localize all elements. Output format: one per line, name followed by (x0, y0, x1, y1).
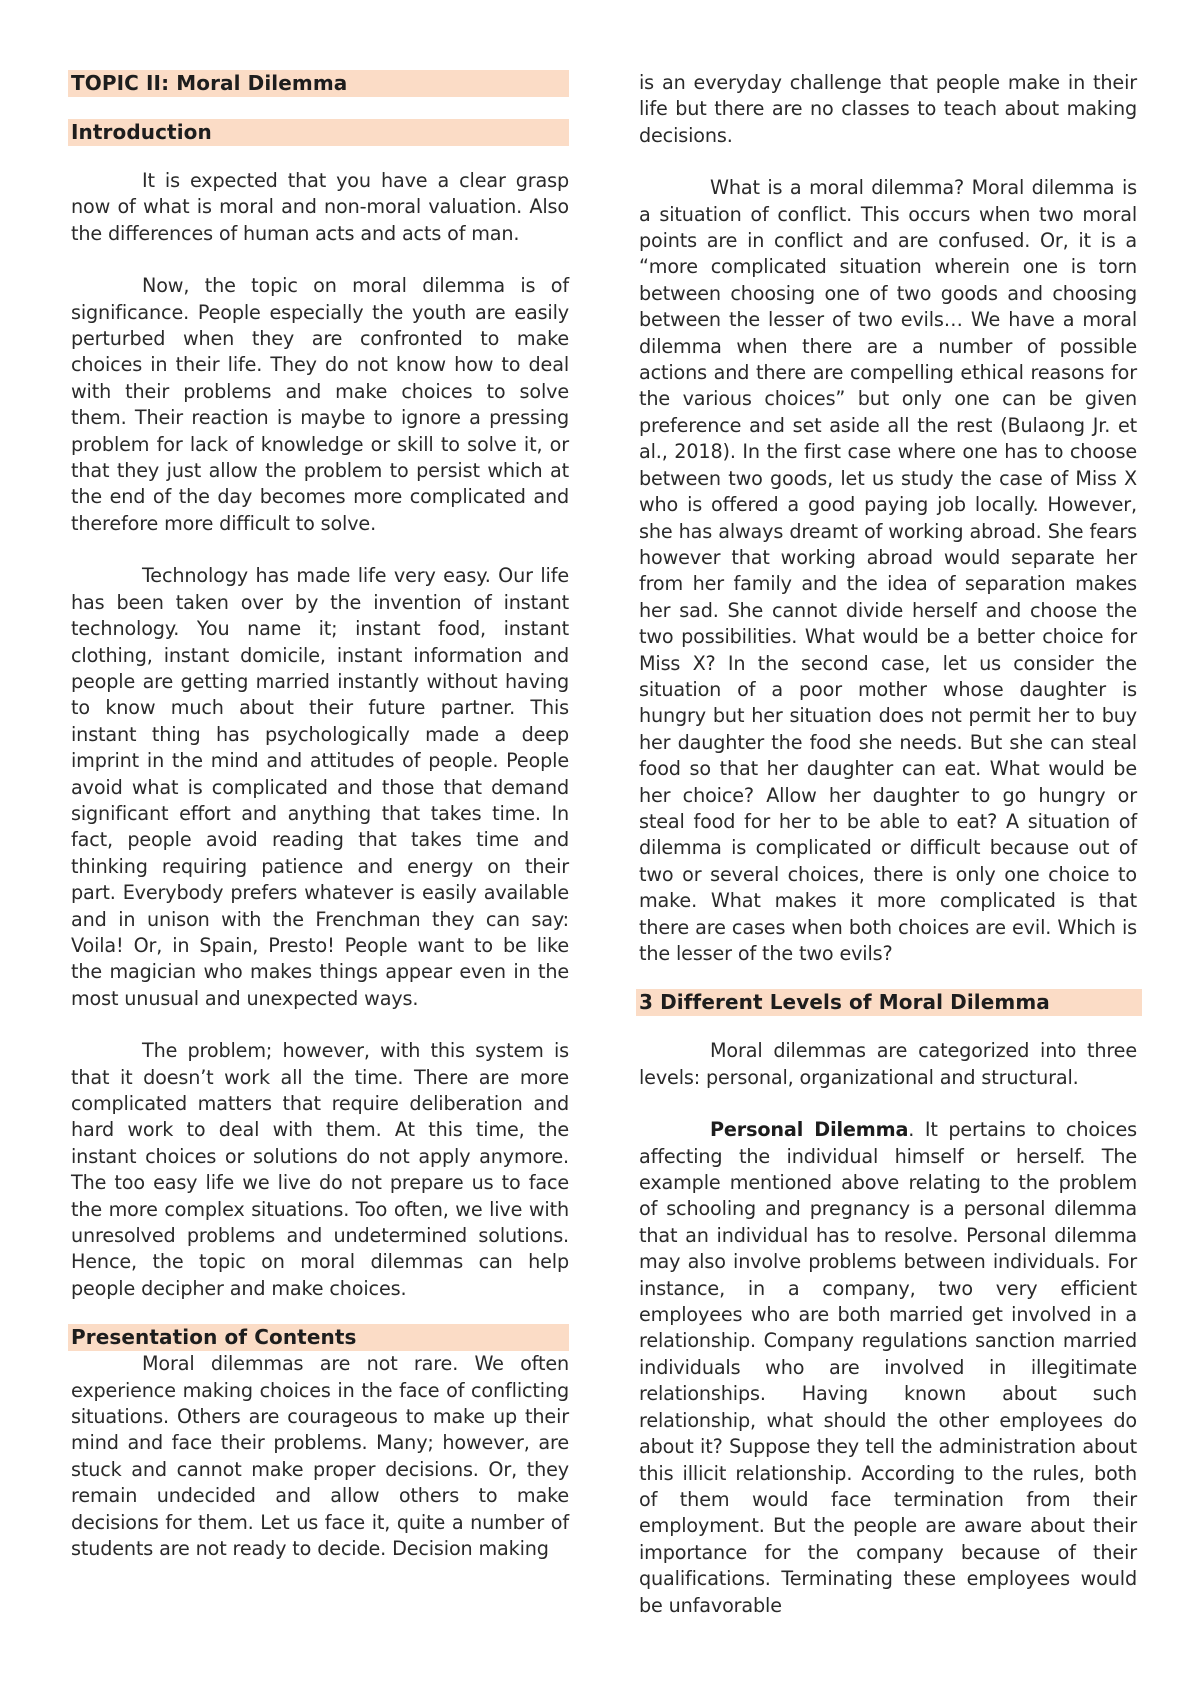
definition-paragraph: What is a moral dilemma? Moral dilemma is a situation of conflict. This occurs when two moral points are in conflict and are confused. Or, it is a “more complicated situation wherein one is torn between choosing one of two goods and choosing between the lesser of two evils… We have a moral dilemma when there are a number of possible actions and there are compelling ethical reasons for the various choices” but only one can be given preference and set aside all the rest (Bulaong Jr. et al., 2018). In the first case where one has to choose between two goods, let us study the case of Miss X who is offered a good paying job locally. However, she has always dreamt of working abroad. She fears however that working abroad would separate her from her family and the idea of separation makes her sad. She cannot divide herself and choose the two possibilities. What would be a better choice for Miss X? In the second case, let us consider the situation of a poor mother whose daughter is hungry but her situation does not permit her to buy her daughter the food she needs. But she can steal food so that her daughter can eat. What would be her choice? Allow her daughter to go hungry or steal food for her to be able to eat? A situation of dilemma is complicated or difficult because out of two or several choices, there is only one choice to make. What makes it more complicated is that there are cases when both choices are evil. Which is the lesser of the two evils? (639, 176, 1137, 965)
presentation-heading: Presentation of Contents (68, 1324, 569, 1351)
levels-heading: 3 Different Levels of Moral Dilemma (636, 989, 1142, 1016)
intro-paragraph-1: It is expected that you have a clear grasp now of what is moral and non-moral valuation. Also the differences of human acts and acts of man. (71, 169, 569, 245)
presentation-paragraph-1: Moral dilemmas are not rare. We often experience making choices in the face of conflicting situations. Others are courageous to make up their mind and face their problems. Many; however, are stuck and cannot make proper decisions. Or, they remain undecided and allow others to make decisions for them. Let us face it, quite a number of students are not ready to decide. Decision making (71, 1352, 569, 1561)
continued-paragraph: is an everyday challenge that people make in their life but there are no classes to teach about making decisions. (639, 71, 1137, 147)
personal-dilemma-paragraph (639, 1117, 1137, 1619)
levels-paragraph: Moral dilemmas are categorized into three levels: personal, organizational and structural. (639, 1039, 1137, 1089)
right-column (639, 70, 1137, 1619)
personal-dilemma-text: . It pertains to choices affecting the individual himself or herself. The example mentioned above relating to the problem of schooling and pregnancy is a personal dilemma that an individual has to resolve. Personal dilemma may also involve problems between individuals. For instance, in a company, two very efficient employees who are both married get involved in a relationship. Company regulations sanction married individuals who are involved in illegitimate relationships. Having known about such relationship, what should the other employees do about it? Suppose they tell the administration about this illicit relationship. According to the rules, both of them would face termination from their employment. But the people are aware about their importance for the company because of their qualifications. Terminating these employees would be unfavorable (639, 1118, 1137, 1617)
intro-paragraph-2: Now, the topic on moral dilemma is of significance. People especially the youth are easily perturbed when they are confronted to make choices in their life. They do not know how to deal with their problems and make choices to solve them. Their reaction is maybe to ignore a pressing problem for lack of knowledge or skill to solve it, or that they just allow the problem to persist which at the end of the day becomes more complicated and therefore more difficult to solve. (71, 274, 569, 535)
topic-heading: TOPIC II: Moral Dilemma (68, 70, 569, 97)
introduction-heading: Introduction (68, 119, 569, 146)
intro-paragraph-3: Technology has made life very easy. Our life has been taken over by the invention of instant technology. You name it; instant food, instant clothing, instant domicile, instant information and people are getting married instantly without having to know much about their future partner. This instant thing has psychologically made a deep imprint in the mind and attitudes of people. People avoid what is complicated and those that demand significant effort and anything that takes time. In fact, people avoid reading that takes time and thinking requiring patience and energy on their part. Everybody prefers whatever is easily available and in unison with the Frenchman they can say: Voila! Or, in Spain, Presto! People want to be like the magician who makes things appear even in the most unusual and unexpected ways. (71, 564, 569, 1010)
left-column (71, 70, 569, 1563)
personal-dilemma-term: Personal Dilemma (710, 1118, 909, 1142)
intro-paragraph-4: The problem; however, with this system is that it doesn’t work all the time. There are more complicated matters that require deliberation and hard work to deal with them. At this time, the instant choices or solutions do not apply anymore. The too easy life we live do not prepare us to face the more complex situations. Too often, we live with unresolved problems and undetermined solutions. Hence, the topic on moral dilemmas can help people decipher and make choices. (71, 1039, 569, 1300)
